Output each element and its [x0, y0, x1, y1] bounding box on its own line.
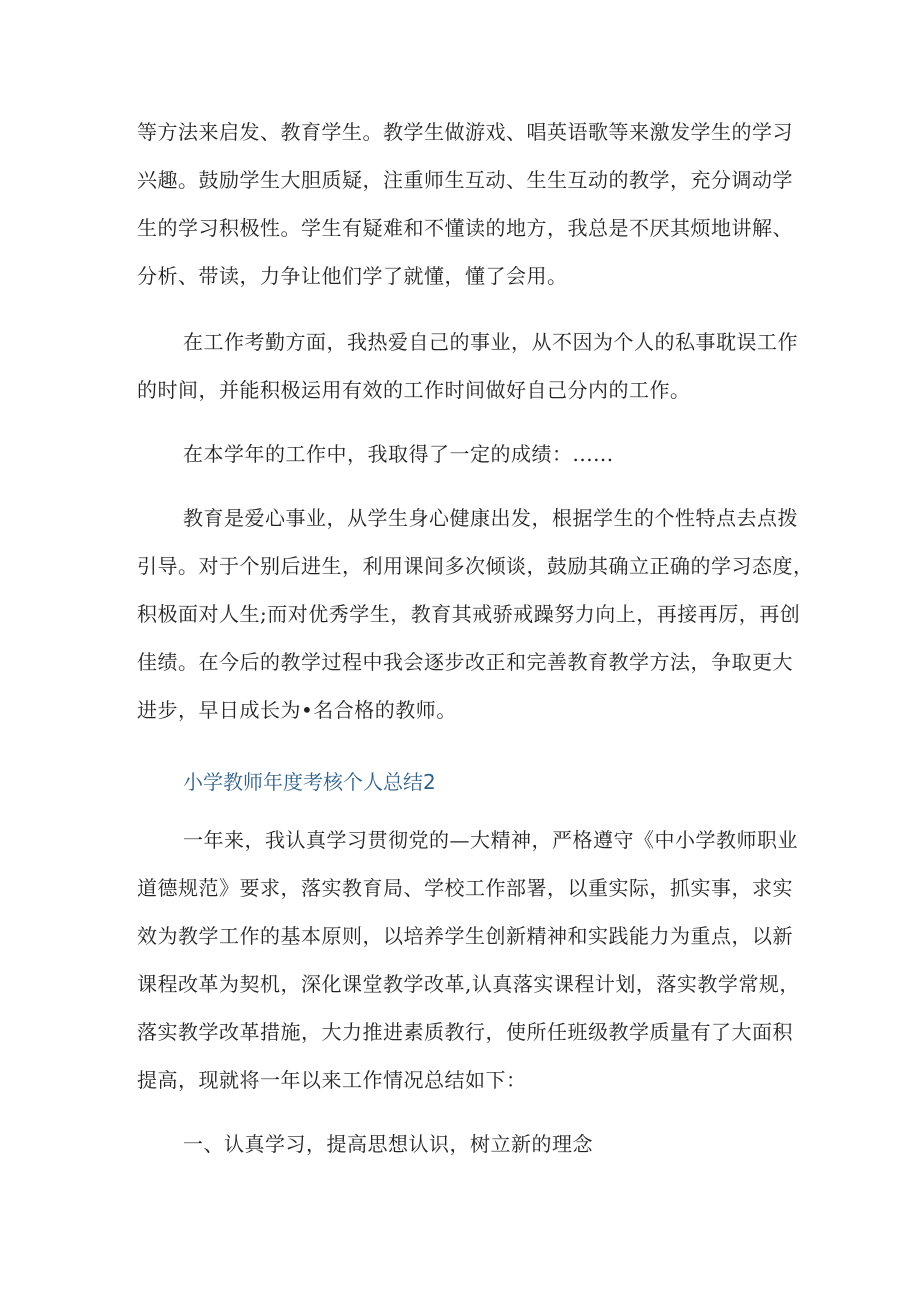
paragraph-section-one: [137, 1120, 787, 1168]
text-line: 生的学习积极性。学生有疑难和不懂读的地方，我总是不厌其烦地讲解、: [137, 216, 793, 240]
text-line: 效为教学工作的基本原则，以培养学生创新精神和实践能力为重点，以新: [137, 924, 793, 948]
section-heading: 小学教师年度考核个人总结2: [183, 770, 436, 794]
text-line: 进步，早日成长为•名合格的教师。: [137, 698, 457, 722]
text-line: 兴趣。鼓励学生大胆质疑，注重师生互动、生生互动的教学，充分调动学: [137, 168, 793, 192]
paragraph-continuation: [137, 108, 793, 300]
paragraph-education: [137, 494, 814, 734]
text-line: 的时间，并能积极运用有效的工作时间做好自己分内的工作。: [137, 378, 691, 402]
text-line: 一、认真学习，提高思想认识，树立新的理念: [183, 1132, 593, 1156]
text-line: 提高，现就将一年以来工作情况总结如下：: [137, 1068, 527, 1092]
text-line: 等方法来启发、教育学生。教学生做游戏、唱英语歌等来激发学生的学习: [137, 120, 793, 144]
text-line: 落实教学改革措施，大力推进素质教行，使所任班级教学质量有了大面积: [137, 1020, 793, 1044]
paragraph-attendance: [137, 318, 798, 414]
text-line: 课程改革为契机，深化课堂教学改革,认真落实课程计划，落实教学常规，: [137, 972, 800, 996]
text-line: 佳绩。在今后的教学过程中我会逐步改正和完善教育教学方法，争取更大: [137, 650, 793, 674]
text-line: 积极面对人生;而对优秀学生，教育其戒骄戒躁努力向上，再接再厉，再创: [137, 602, 801, 626]
text-line: 在本学年的工作中，我取得了一定的成绩：......: [183, 442, 614, 466]
text-line: 道德规范》要求，落实教育局、学校工作部署，以重实际，抓实事，求实: [137, 876, 793, 900]
text-line: 教育是爱心事业，从学生身心健康出发，根据学生的个性特点去点拨: [183, 506, 798, 530]
paragraph-achievements: [137, 430, 787, 478]
text-line: 分析、带读，力争让他们学了就懂，懂了会用。: [137, 264, 568, 288]
paragraph-summary-intro: [137, 816, 800, 1104]
text-line: 一年来，我认真学习贯彻党的—大精神，严格遵守《中小学教师职业: [183, 828, 798, 852]
text-line: 引导。对于个别后进生，利用课间多次倾谈，鼓励其确立正确的学习态度，: [137, 554, 814, 578]
text-line: 在工作考勤方面，我热爱自己的事业，从不因为个人的私事耽误工作: [183, 330, 798, 354]
